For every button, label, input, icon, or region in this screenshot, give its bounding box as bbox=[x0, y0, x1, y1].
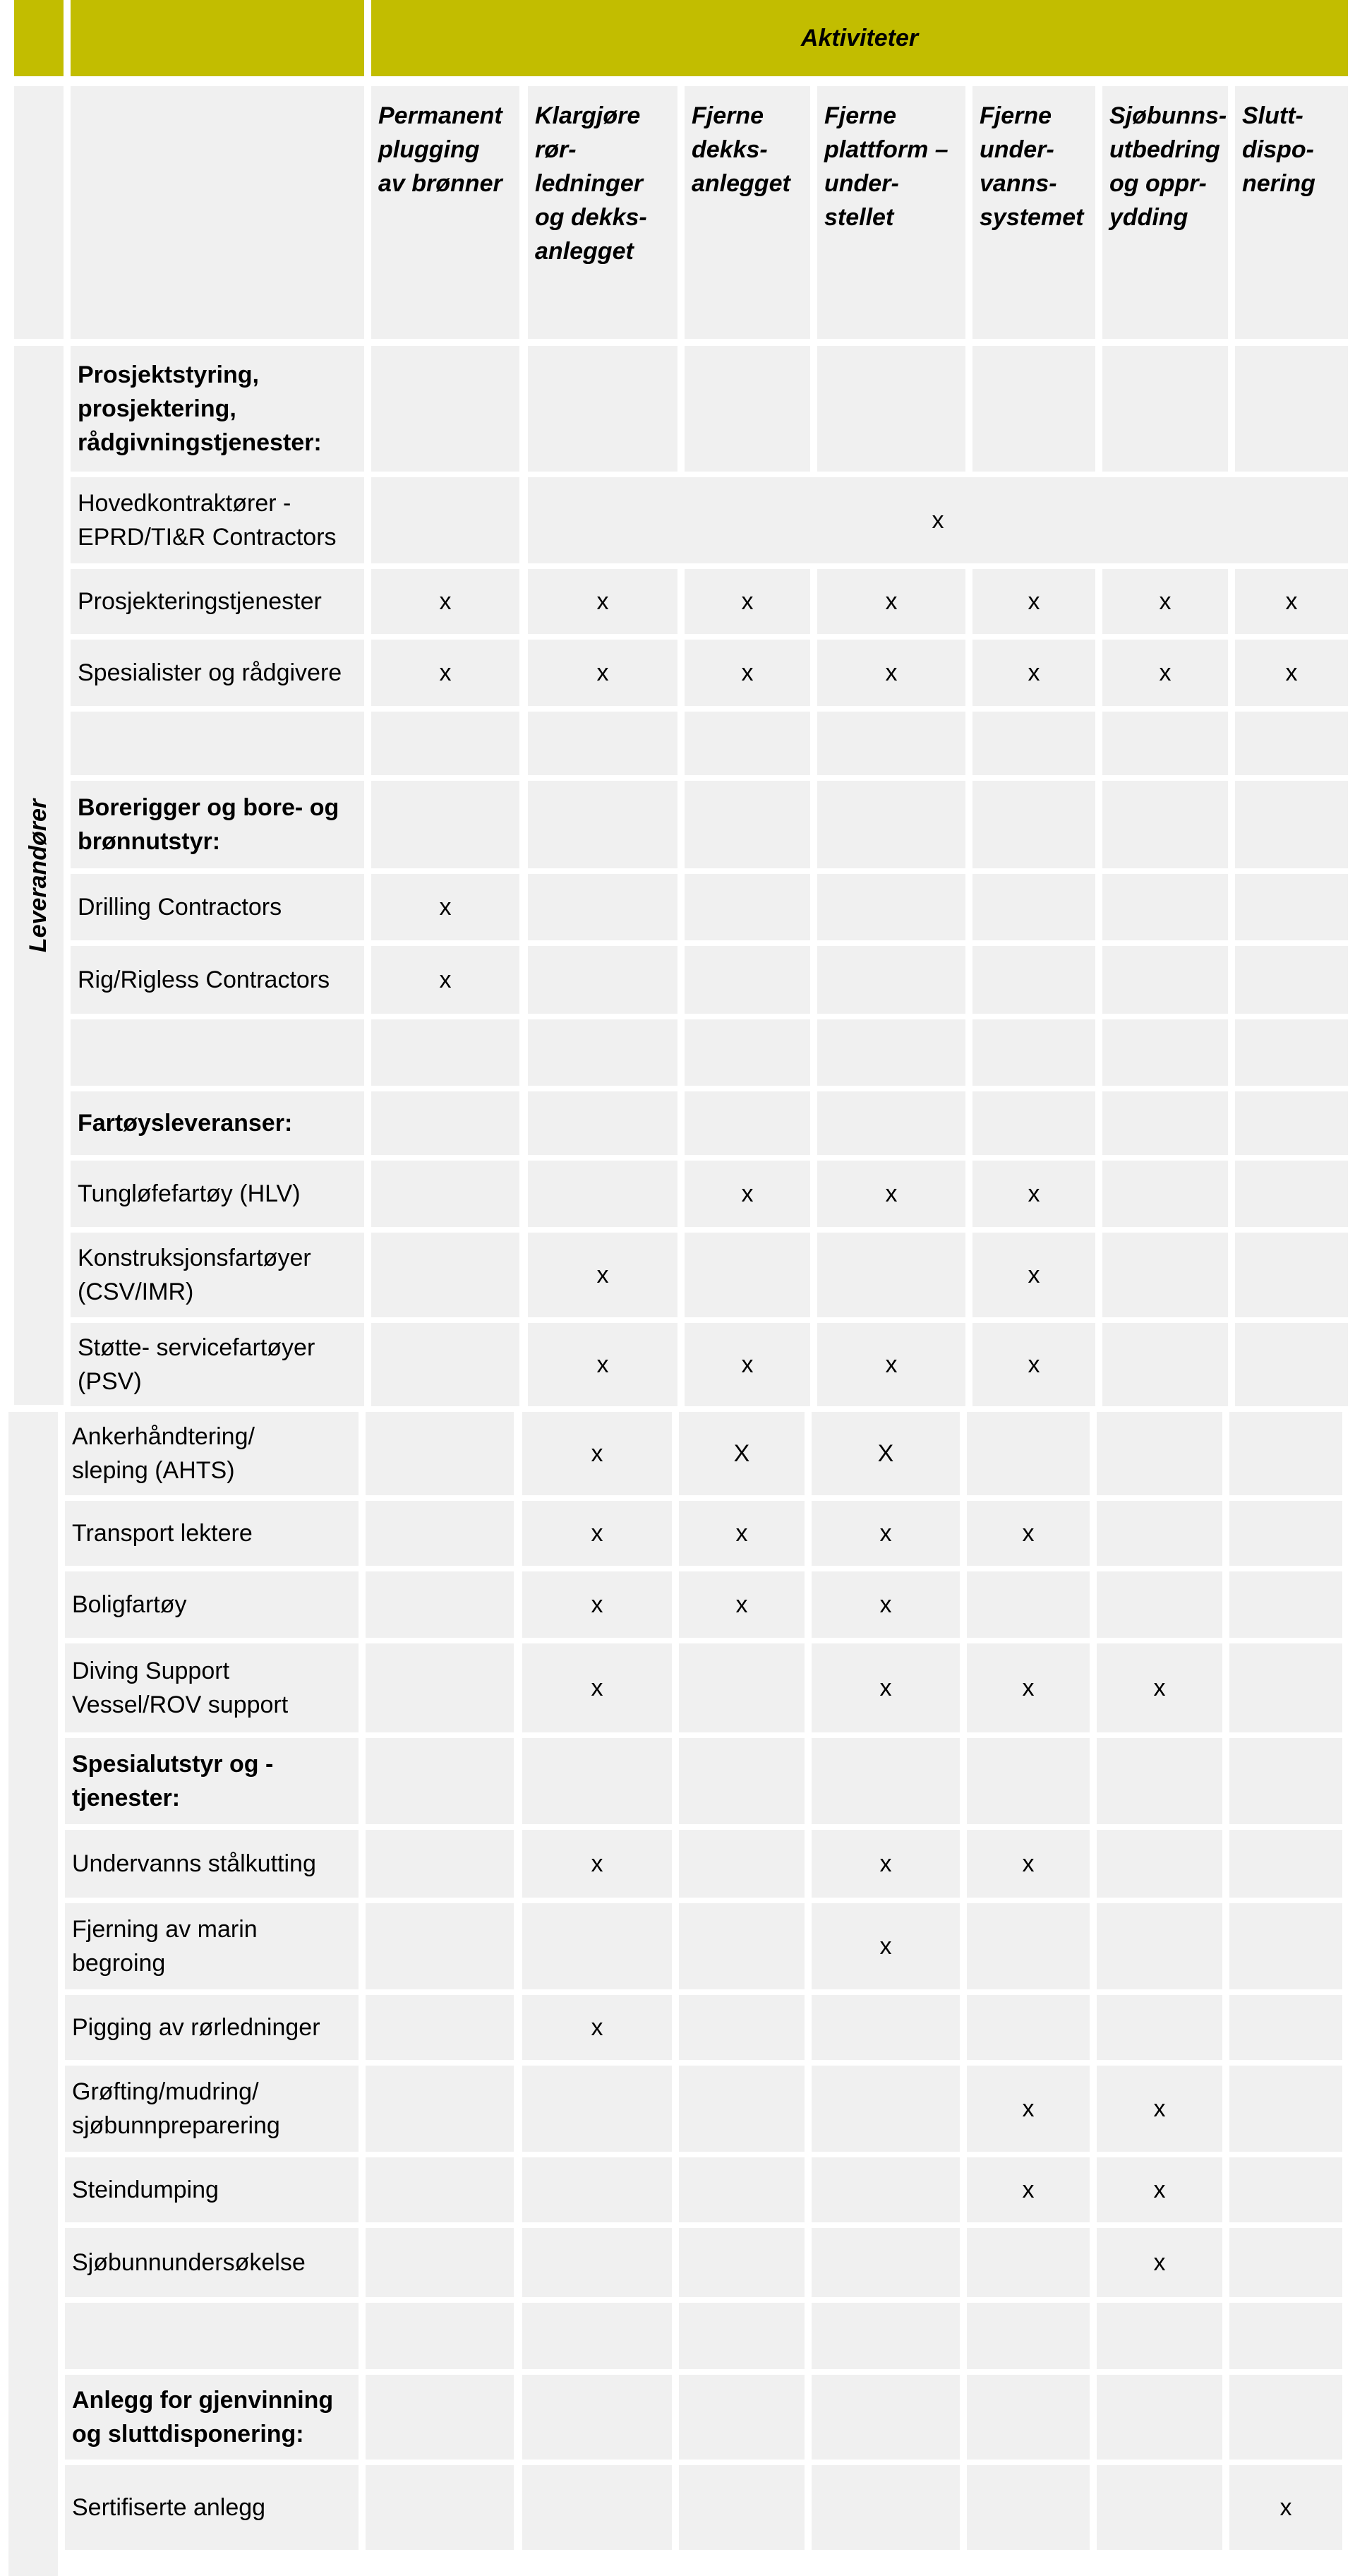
table-cell bbox=[685, 346, 810, 472]
table-cell bbox=[528, 712, 678, 775]
table-cell: x bbox=[685, 569, 810, 634]
table-cell: x bbox=[972, 569, 1095, 634]
table-cell bbox=[371, 477, 519, 563]
table-cell bbox=[685, 1091, 810, 1155]
table-cell bbox=[366, 2066, 514, 2152]
table-cell: x bbox=[967, 1830, 1090, 1898]
table-cell bbox=[528, 1091, 678, 1155]
column-header: Slutt- dispo- nering bbox=[1235, 86, 1348, 339]
table-cell bbox=[1102, 946, 1228, 1014]
row-label: Transport lektere bbox=[65, 1501, 359, 1566]
row-label: Diving Support Vessel/ROV support bbox=[65, 1643, 359, 1732]
table-cell bbox=[1229, 1412, 1342, 1495]
row-label: Rig/Rigless Contractors bbox=[71, 946, 364, 1014]
table-cell bbox=[366, 2157, 514, 2222]
table-cell bbox=[528, 346, 678, 472]
table-cell: x bbox=[371, 569, 519, 634]
table-cell bbox=[522, 1903, 672, 1989]
table-cell bbox=[817, 1233, 965, 1317]
row-label: Sertifiserte anlegg bbox=[65, 2465, 359, 2550]
row-label: Sjøbunnundersøkelse bbox=[65, 2228, 359, 2297]
row-label: Tungløfefartøy (HLV) bbox=[71, 1161, 364, 1227]
column-header: Permanent plugging av brønner bbox=[371, 86, 519, 339]
table-cell bbox=[817, 781, 965, 868]
table-cell: x bbox=[522, 1412, 672, 1495]
table-cell bbox=[1229, 2375, 1342, 2460]
table-cell bbox=[522, 2157, 672, 2222]
table-cell bbox=[812, 2157, 960, 2222]
table-cell bbox=[685, 712, 810, 775]
side-label-top bbox=[14, 346, 64, 1405]
table-cell bbox=[812, 2375, 960, 2460]
table-cell bbox=[1235, 712, 1348, 775]
table-cell bbox=[366, 1501, 514, 1566]
table-cell: x bbox=[967, 2066, 1090, 2152]
row-label bbox=[65, 2303, 359, 2369]
table-cell bbox=[679, 1738, 805, 1824]
table-cell: x bbox=[812, 1501, 960, 1566]
header-title: Aktiviteter bbox=[371, 0, 1348, 76]
table-cell bbox=[522, 2228, 672, 2297]
table-cell: x bbox=[972, 1323, 1095, 1406]
table-cell: x bbox=[685, 1323, 810, 1406]
table-cell: x bbox=[817, 569, 965, 634]
table-cell: x bbox=[817, 640, 965, 706]
table-cell bbox=[1235, 1161, 1348, 1227]
table-cell bbox=[679, 1643, 805, 1732]
table-cell: x bbox=[522, 1643, 672, 1732]
table-cell bbox=[817, 874, 965, 940]
row-label: Hovedkontraktører - EPRD/TI&R Contractors bbox=[71, 477, 364, 563]
table-cell bbox=[528, 1161, 678, 1227]
table-cell bbox=[1097, 2303, 1222, 2369]
table-cell: x bbox=[522, 1995, 672, 2060]
table-cell bbox=[366, 2228, 514, 2297]
table-cell bbox=[1097, 1903, 1222, 1989]
table-cell bbox=[1097, 1995, 1222, 2060]
table-cell: x bbox=[522, 1830, 672, 1898]
table-cell: x bbox=[679, 1571, 805, 1638]
table-cell bbox=[366, 2465, 514, 2550]
table-cell: x bbox=[522, 1501, 672, 1566]
table-cell bbox=[366, 1571, 514, 1638]
table-cell bbox=[1097, 1501, 1222, 1566]
table-cell bbox=[371, 781, 519, 868]
merged-mark-cell: x bbox=[528, 477, 1348, 563]
table-cell: x bbox=[967, 1501, 1090, 1566]
column-header: Sjøbunns- utbedring og oppr- ydding bbox=[1102, 86, 1228, 339]
table-cell: x bbox=[679, 1501, 805, 1566]
table-cell bbox=[371, 1091, 519, 1155]
table-cell bbox=[366, 1995, 514, 2060]
table-cell bbox=[812, 2228, 960, 2297]
section-heading: Prosjektstyring, prosjektering, rådgivningstjenester: bbox=[71, 346, 364, 472]
table-cell bbox=[967, 1738, 1090, 1824]
table-cell: x bbox=[1097, 2157, 1222, 2222]
section-heading: Fartøysleveranser: bbox=[71, 1091, 364, 1155]
table-cell bbox=[967, 1995, 1090, 2060]
table-cell bbox=[522, 2465, 672, 2550]
table-cell: x bbox=[1097, 1643, 1222, 1732]
table-cell bbox=[1229, 2303, 1342, 2369]
table-cell bbox=[679, 1830, 805, 1898]
table-cell bbox=[522, 2303, 672, 2369]
table-cell bbox=[528, 874, 678, 940]
table-cell: x bbox=[1097, 2228, 1222, 2297]
row-label: Pigging av rørledninger bbox=[65, 1995, 359, 2060]
table-cell bbox=[967, 2465, 1090, 2550]
table-cell bbox=[972, 1019, 1095, 1086]
table-cell bbox=[967, 2228, 1090, 2297]
table-cell bbox=[685, 874, 810, 940]
table-cell bbox=[817, 1091, 965, 1155]
table-cell bbox=[366, 1412, 514, 1495]
table-cell bbox=[679, 1995, 805, 2060]
table-cell bbox=[972, 712, 1095, 775]
table-cell bbox=[522, 2375, 672, 2460]
column-header: Fjerne dekks- anlegget bbox=[685, 86, 810, 339]
table-cell bbox=[812, 1738, 960, 1824]
table-cell: x bbox=[972, 1161, 1095, 1227]
table-cell bbox=[1229, 1571, 1342, 1638]
column-header-blank-side bbox=[14, 86, 64, 339]
table-cell bbox=[1229, 1995, 1342, 2060]
table-cell bbox=[366, 1830, 514, 1898]
table-cell bbox=[817, 346, 965, 472]
table-cell bbox=[371, 346, 519, 472]
table-cell: x bbox=[812, 1571, 960, 1638]
table-cell bbox=[528, 781, 678, 868]
table-cell bbox=[371, 1019, 519, 1086]
table-cell: x bbox=[972, 640, 1095, 706]
table-cell bbox=[1102, 1161, 1228, 1227]
table-cell bbox=[1235, 1323, 1348, 1406]
row-label: Drilling Contractors bbox=[71, 874, 364, 940]
table-cell bbox=[522, 2066, 672, 2152]
table-cell: x bbox=[812, 1903, 960, 1989]
table-cell bbox=[1097, 2465, 1222, 2550]
section-heading: Borerigger og bore- og brønnutstyr: bbox=[71, 781, 364, 868]
row-label: Boligfartøy bbox=[65, 1571, 359, 1638]
table-cell bbox=[1102, 1323, 1228, 1406]
table-cell bbox=[812, 2465, 960, 2550]
table-cell: x bbox=[528, 569, 678, 634]
table-cell: x bbox=[371, 640, 519, 706]
table-cell bbox=[812, 2303, 960, 2369]
table-cell bbox=[972, 946, 1095, 1014]
table-cell bbox=[685, 1019, 810, 1086]
header-corner-cell bbox=[14, 0, 64, 76]
table-cell bbox=[972, 781, 1095, 868]
table-cell: x bbox=[528, 640, 678, 706]
row-label: Prosjekteringstjenester bbox=[71, 569, 364, 634]
row-label: Støtte- servicefartøyer (PSV) bbox=[71, 1323, 364, 1406]
table-cell bbox=[1102, 1091, 1228, 1155]
table-cell bbox=[528, 946, 678, 1014]
table-cell bbox=[1102, 874, 1228, 940]
table-cell bbox=[1235, 1233, 1348, 1317]
row-label: Fjerning av marin begroing bbox=[65, 1903, 359, 1989]
table-cell bbox=[679, 2303, 805, 2369]
side-column-lower bbox=[8, 1412, 58, 2576]
table-cell: X bbox=[812, 1412, 960, 1495]
row-label: Ankerhåndtering/ sleping (AHTS) bbox=[65, 1412, 359, 1495]
table-cell bbox=[967, 2375, 1090, 2460]
table-cell bbox=[972, 1091, 1095, 1155]
table-cell: x bbox=[1102, 640, 1228, 706]
table-cell bbox=[1102, 712, 1228, 775]
table-cell: x bbox=[685, 640, 810, 706]
table-cell bbox=[967, 1412, 1090, 1495]
table-cell bbox=[817, 946, 965, 1014]
table-cell bbox=[371, 1233, 519, 1317]
table-cell bbox=[679, 2375, 805, 2460]
section-heading: Anlegg for gjenvinning og sluttdisponering: bbox=[65, 2375, 359, 2460]
table-cell bbox=[679, 2066, 805, 2152]
table-cell bbox=[1235, 1091, 1348, 1155]
table-cell bbox=[1229, 2228, 1342, 2297]
table-cell bbox=[679, 1903, 805, 1989]
table-cell: x bbox=[371, 874, 519, 940]
table-cell bbox=[1229, 1738, 1342, 1824]
table-cell bbox=[1097, 1830, 1222, 1898]
table-cell: x bbox=[528, 1233, 678, 1317]
section-heading: Spesialutstyr og - tjenester: bbox=[65, 1738, 359, 1824]
table-cell bbox=[812, 1995, 960, 2060]
table-cell bbox=[967, 2303, 1090, 2369]
column-header: Klargjøre rør- ledninger og dekks- anlegget bbox=[528, 86, 678, 339]
table-cell bbox=[1102, 346, 1228, 472]
table-cell bbox=[366, 2303, 514, 2369]
table-cell bbox=[1229, 1501, 1342, 1566]
table-cell: x bbox=[371, 946, 519, 1014]
table-cell bbox=[679, 2157, 805, 2222]
table-cell bbox=[1229, 2157, 1342, 2222]
table-cell bbox=[366, 1903, 514, 1989]
row-label: Grøfting/mudring/ sjøbunnpreparering bbox=[65, 2066, 359, 2152]
row-label: Undervanns stålkutting bbox=[65, 1830, 359, 1898]
table-cell bbox=[817, 712, 965, 775]
table-cell bbox=[685, 781, 810, 868]
table-cell bbox=[1102, 781, 1228, 868]
table-cell bbox=[371, 1323, 519, 1406]
table-cell bbox=[371, 1161, 519, 1227]
table-cell bbox=[366, 2375, 514, 2460]
table-cell: x bbox=[812, 1830, 960, 1898]
table-cell: x bbox=[817, 1323, 965, 1406]
table-cell: x bbox=[812, 1643, 960, 1732]
table-cell bbox=[528, 1019, 678, 1086]
table-cell bbox=[1235, 781, 1348, 868]
header-label-corner-cell bbox=[71, 0, 364, 76]
table-cell bbox=[967, 1571, 1090, 1638]
table-cell: x bbox=[1235, 640, 1348, 706]
table-cell: X bbox=[679, 1412, 805, 1495]
table-cell: x bbox=[528, 1323, 678, 1406]
table-cell: x bbox=[1229, 2465, 1342, 2550]
column-header: Fjerne under- vanns- systemet bbox=[972, 86, 1095, 339]
row-label: Steindumping bbox=[65, 2157, 359, 2222]
table-cell bbox=[685, 946, 810, 1014]
table-cell bbox=[1235, 946, 1348, 1014]
row-label: Spesialister og rådgivere bbox=[71, 640, 364, 706]
table-cell bbox=[1229, 1643, 1342, 1732]
table-cell bbox=[366, 1738, 514, 1824]
table-cell bbox=[972, 346, 1095, 472]
table-cell bbox=[972, 874, 1095, 940]
table-cell bbox=[1229, 2066, 1342, 2152]
column-header-blank-label bbox=[71, 86, 364, 339]
table-cell bbox=[812, 2066, 960, 2152]
table-cell bbox=[1235, 1019, 1348, 1086]
table-cell bbox=[679, 2228, 805, 2297]
table-cell bbox=[1102, 1019, 1228, 1086]
table-cell bbox=[1097, 2375, 1222, 2460]
row-label bbox=[71, 1019, 364, 1086]
table-cell bbox=[1235, 346, 1348, 472]
table-cell: x bbox=[1235, 569, 1348, 634]
table-cell bbox=[1097, 1738, 1222, 1824]
table-cell bbox=[967, 1903, 1090, 1989]
table-cell: x bbox=[685, 1161, 810, 1227]
table-cell: x bbox=[972, 1233, 1095, 1317]
row-label bbox=[71, 712, 364, 775]
table-cell bbox=[1102, 1233, 1228, 1317]
table-cell bbox=[817, 1019, 965, 1086]
table-cell bbox=[1229, 1830, 1342, 1898]
table-cell: x bbox=[967, 1643, 1090, 1732]
table-cell: x bbox=[1102, 569, 1228, 634]
table-cell bbox=[1229, 1903, 1342, 1989]
table-cell: x bbox=[817, 1161, 965, 1227]
table-cell bbox=[371, 712, 519, 775]
row-label: Konstruksjonsfartøyer (CSV/IMR) bbox=[71, 1233, 364, 1317]
column-header: Fjerne plattform – under- stellet bbox=[817, 86, 965, 339]
table-cell bbox=[1097, 1412, 1222, 1495]
table-cell bbox=[522, 1738, 672, 1824]
table-cell: x bbox=[522, 1571, 672, 1638]
side-label: Leverandører bbox=[25, 798, 52, 952]
table-cell bbox=[366, 1643, 514, 1732]
table-cell bbox=[1235, 874, 1348, 940]
table-cell: x bbox=[1097, 2066, 1222, 2152]
table-cell bbox=[1097, 1571, 1222, 1638]
table-cell bbox=[679, 2465, 805, 2550]
table-cell bbox=[685, 1233, 810, 1317]
table-cell: x bbox=[967, 2157, 1090, 2222]
